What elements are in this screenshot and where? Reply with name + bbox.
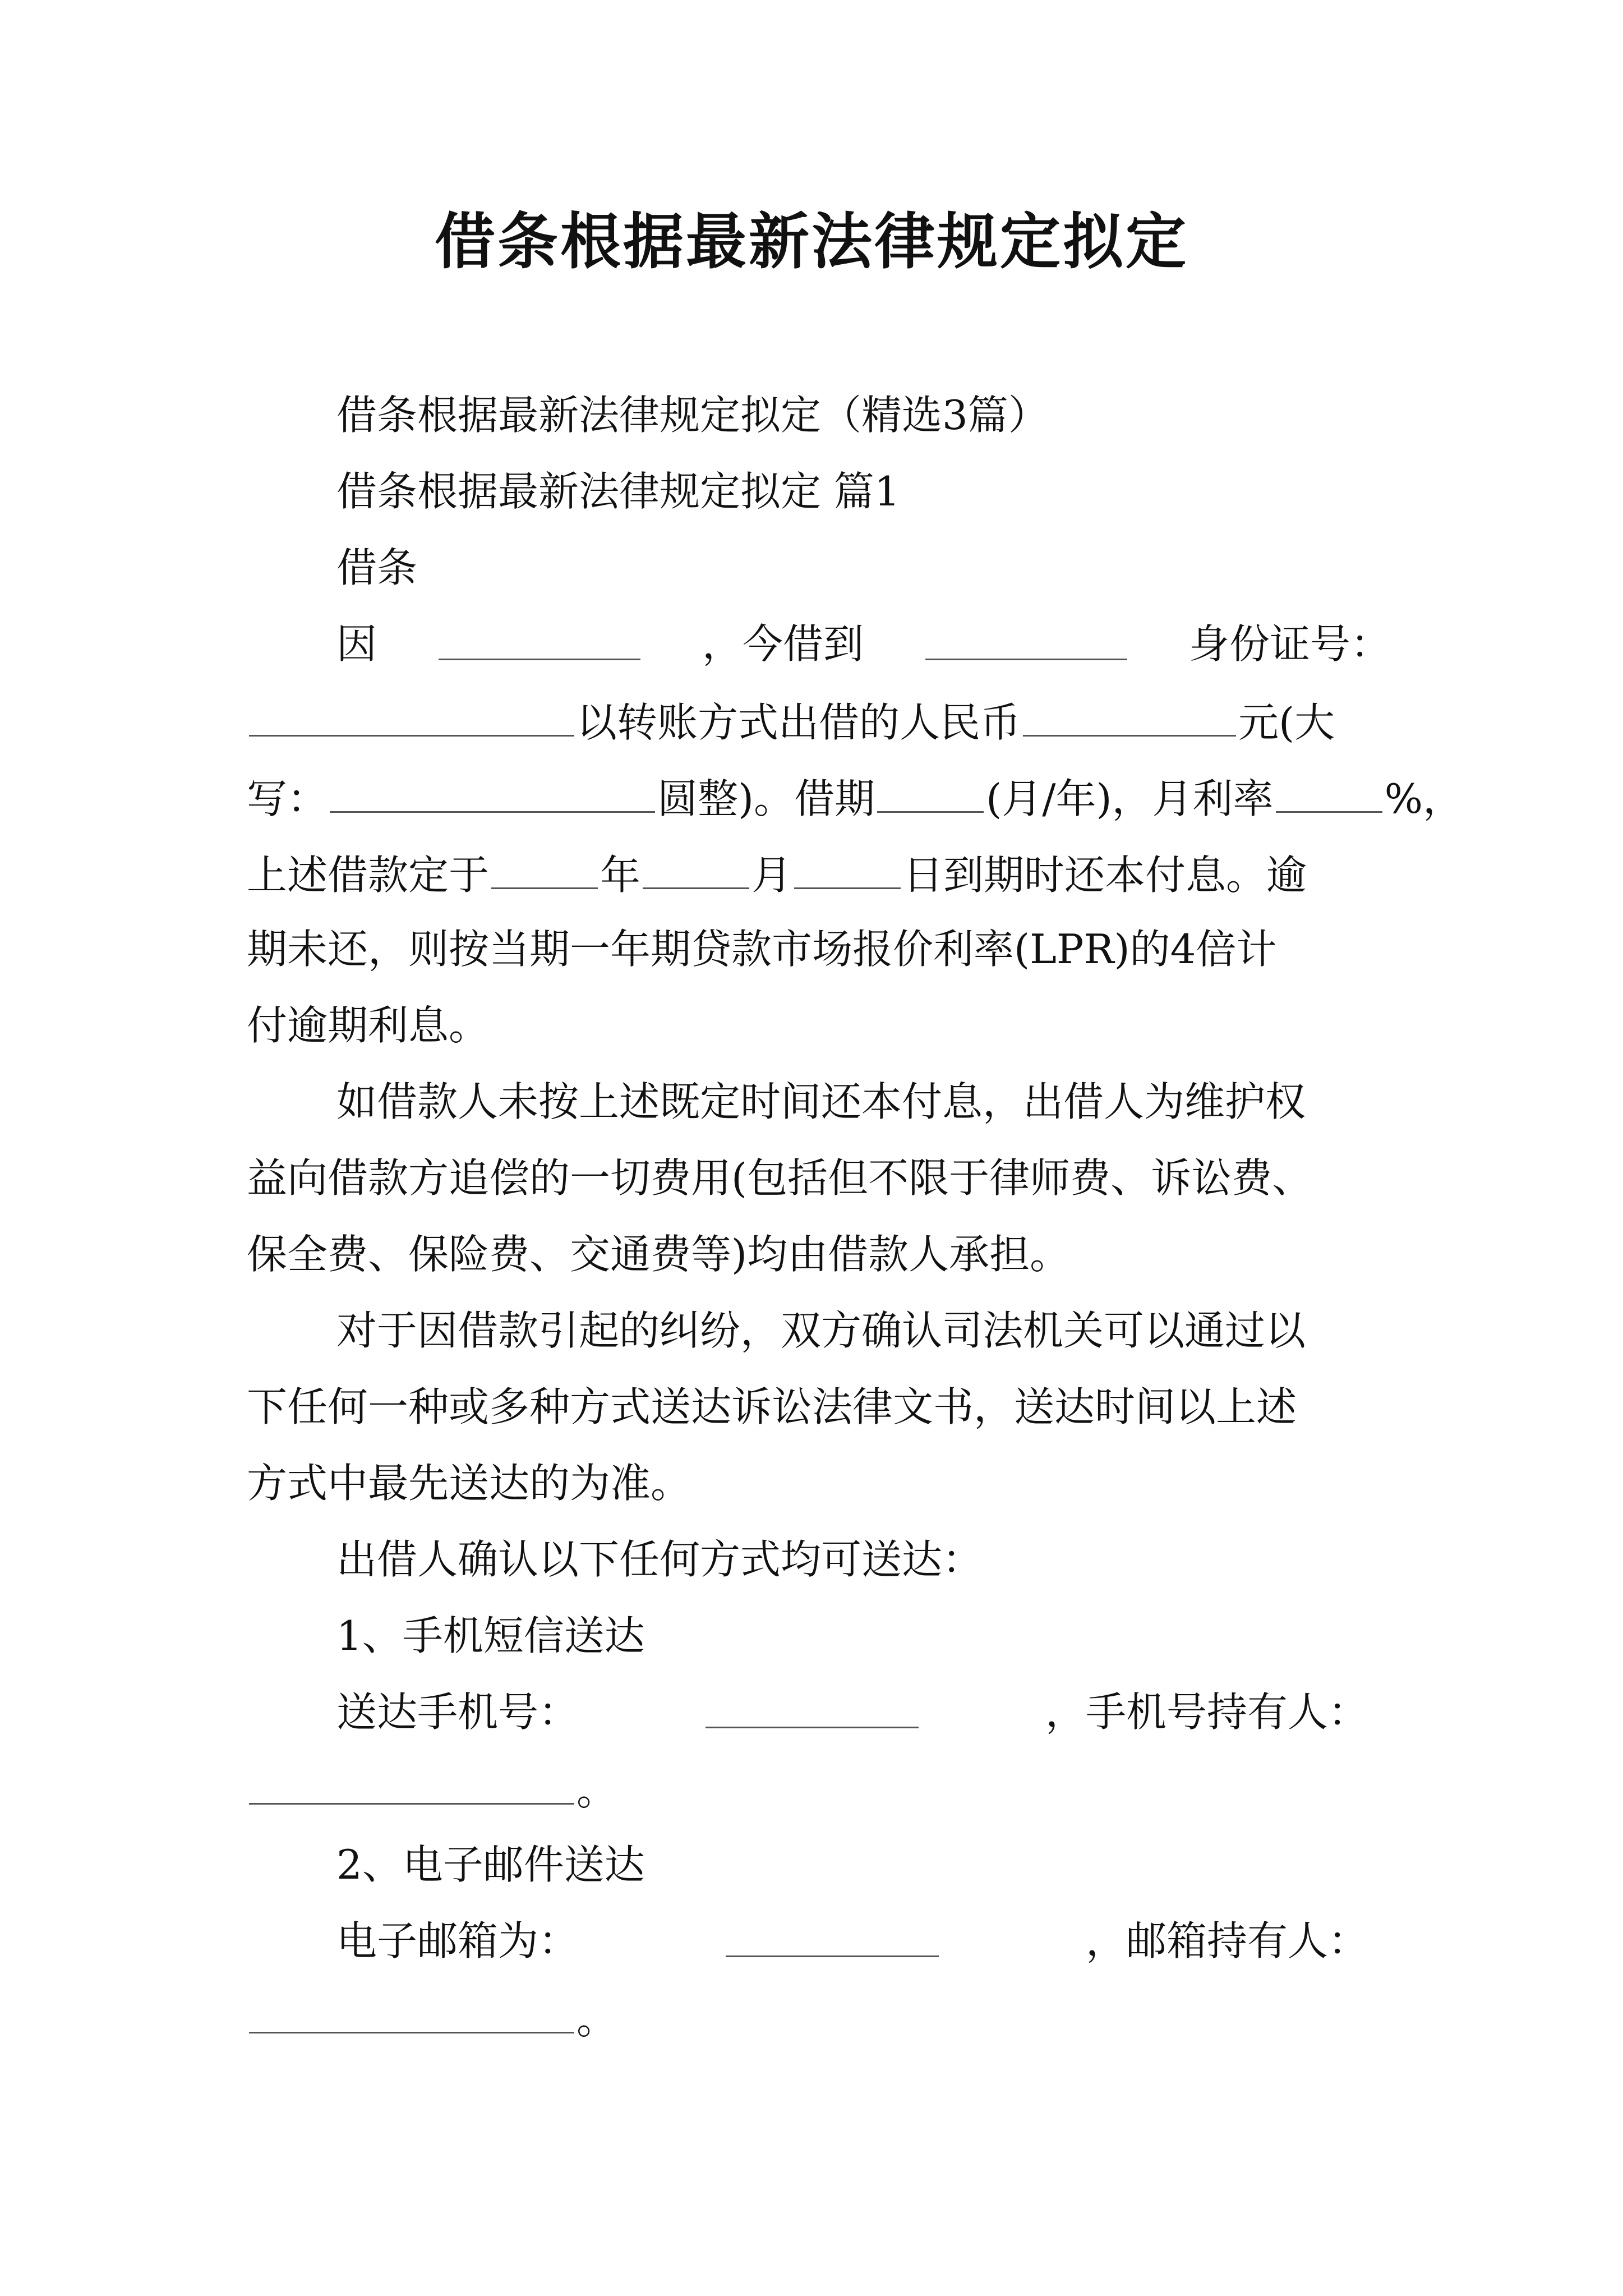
item2-line-2 [247, 1989, 1391, 2047]
email-holder-blank[interactable] [249, 1989, 574, 2033]
p1-text: 年 [600, 852, 641, 899]
p1-text: 身份证号： [1188, 620, 1391, 668]
due-year-blank[interactable] [491, 845, 598, 889]
p1-text: 写： [247, 775, 328, 822]
p1-line-5: 期未还，则按当期一年期贷款市场报价利率(LPR)的4倍计 [247, 926, 1277, 973]
p1-line-2 [247, 692, 1391, 751]
document-type-label: 借条 [336, 544, 418, 591]
p2-line-2: 益向借款方追偿的一切费用(包括但不限于律师费、诉讼费、 [247, 1154, 1313, 1202]
p2-line-1: 如借款人未按上述既定时间还本付息，出借人为维护权 [336, 1078, 1306, 1125]
loan-term-blank[interactable] [877, 769, 984, 813]
p1-text: 日到期时还本付息。逾 [903, 852, 1307, 899]
document-title: 借条根据最新法律规定拟定 [434, 207, 1188, 277]
document-subtitle: 借条根据最新法律规定拟定（精选3篇） [336, 392, 1049, 439]
item2-end: 。 [577, 1996, 617, 2043]
p1-text: 以转账方式出借的人民币 [577, 699, 1021, 746]
lender-name-blank[interactable] [925, 616, 1127, 660]
item1-line-2 [247, 1760, 1391, 1819]
p1-text: %， [1384, 775, 1463, 822]
due-month-blank[interactable] [643, 845, 749, 889]
item1-text: ，手机号持有人： [1045, 1688, 1368, 1736]
p3-line-1: 对于因借款引起的纠纷，双方确认司法机关可以通过以 [336, 1307, 1306, 1354]
item1-text: 送达手机号： [336, 1688, 579, 1736]
p1-text: 上述借款定于 [247, 852, 490, 899]
p1-text: 元(大 [1238, 699, 1335, 746]
p1-line-6: 付逾期利息。 [247, 1002, 490, 1049]
interest-rate-blank[interactable] [1276, 769, 1382, 813]
id-number-blank[interactable] [249, 692, 574, 737]
reason-blank[interactable] [439, 616, 640, 660]
item2-line [336, 1913, 1368, 1969]
p3-line-3: 方式中最先送达的为准。 [247, 1460, 691, 1507]
p1-text: 月 [751, 852, 792, 899]
item1-end: 。 [577, 1767, 617, 1814]
p1-line-4 [247, 845, 1391, 903]
p1-text: 圆整)。借期 [657, 775, 875, 822]
amount-blank[interactable] [1023, 692, 1236, 737]
p3-line-2: 下任何一种或多种方式送达诉讼法律文书，送达时间以上述 [247, 1383, 1297, 1430]
item1-line [336, 1684, 1368, 1740]
due-day-blank[interactable] [794, 845, 901, 889]
phone-number-blank[interactable] [706, 1684, 919, 1728]
p1-text: (月/年)，月利率 [986, 775, 1274, 822]
p1-line-3 [247, 769, 1463, 827]
email-blank[interactable] [726, 1913, 939, 1957]
item2-heading: 2、电子邮件送达 [336, 1841, 645, 1888]
p2-line-3: 保全费、保险费、交通费等)均由借款人承担。 [247, 1231, 1071, 1278]
p1-text: 因 [336, 620, 377, 668]
section-heading: 借条根据最新法律规定拟定 篇1 [336, 468, 900, 515]
amount-uppercase-blank[interactable] [330, 769, 655, 813]
p1-line-1 [336, 616, 1391, 672]
item1-heading: 1、手机短信送达 [336, 1612, 645, 1659]
p4-line: 出借人确认以下任何方式均可送达： [336, 1536, 983, 1583]
item2-text: ，邮箱持有人： [1085, 1917, 1368, 1964]
phone-holder-blank[interactable] [249, 1760, 574, 1805]
p1-text: ，今借到 [702, 620, 864, 668]
item2-text: 电子邮箱为： [336, 1917, 579, 1964]
